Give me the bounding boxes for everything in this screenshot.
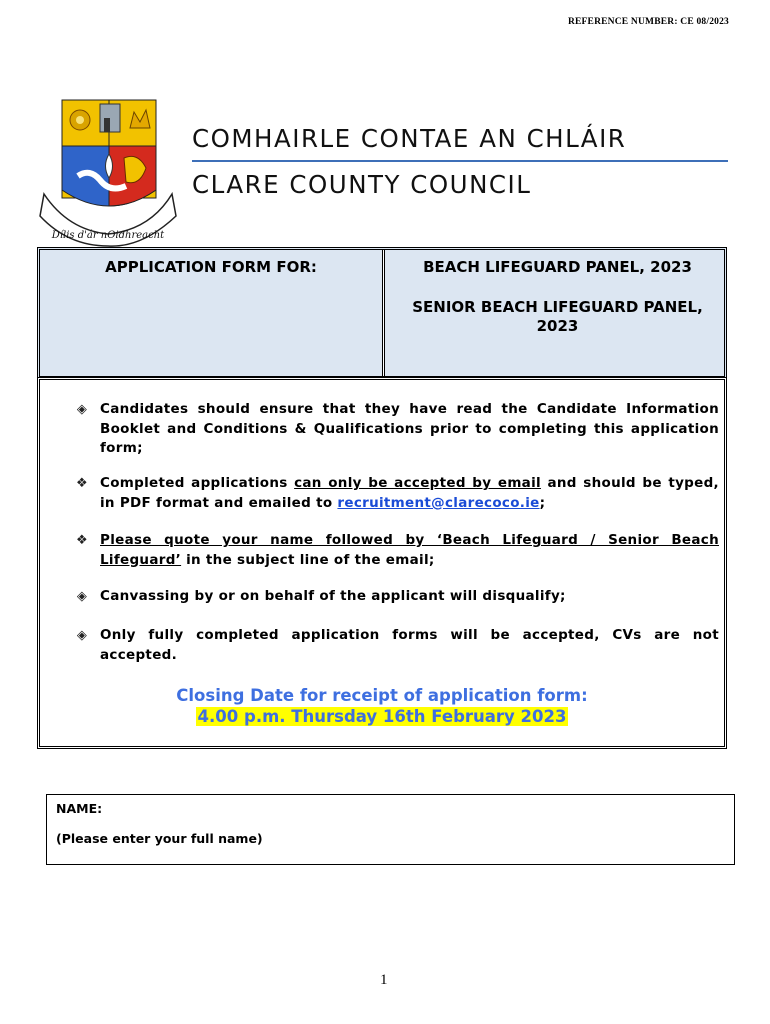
closing-date: [40, 685, 724, 727]
bullet-text: in the subject line of the email;: [181, 551, 435, 568]
star-bullet-icon: ❖: [76, 476, 88, 491]
closing-date-label: Closing Date for receipt of application form:: [176, 686, 588, 705]
bullet-text: Completed applications: [100, 475, 295, 491]
name-label: NAME:: [56, 801, 103, 816]
bullet-text: Candidates should ensure that they have read the Candidate Information Booklet and Conditions & Qualifications prior to completing this application form;: [100, 401, 719, 456]
crest-motto: Dílis d'ár nOidhreacht: [51, 230, 165, 241]
diamond-bullet-icon: ◈: [76, 589, 88, 604]
bullet-text: Canvassing by or on behalf of the applicant will disqualify;: [100, 588, 566, 604]
star-bullet-icon: ❖: [76, 533, 88, 548]
panel-titles: [390, 258, 725, 337]
list-item: [74, 400, 719, 459]
instructions-box: [37, 377, 727, 749]
name-field[interactable]: [46, 794, 735, 865]
panel-title-1: BEACH LIFEGUARD PANEL, 2023: [423, 258, 692, 276]
page-number: 1: [380, 972, 388, 988]
council-name-english: CLARE COUNTY COUNCIL: [192, 170, 532, 199]
list-item: [74, 626, 719, 665]
diamond-bullet-icon: ◈: [76, 628, 88, 643]
closing-date-value: 4.00 p.m. Thursday 16th February 2023: [197, 707, 567, 726]
title-divider: [382, 250, 385, 376]
form-title-box: [37, 247, 727, 379]
list-item: [74, 587, 719, 607]
recruitment-email-link[interactable]: recruitment@clarecoco.ie: [337, 494, 540, 511]
council-divider: [192, 160, 728, 162]
county-crest-logo: [38, 98, 178, 248]
subject-line-note: Please quote your name followed by ‘Beach Lifeguard / Senior Beach Lifeguard’: [100, 532, 719, 568]
crest-shield: [62, 100, 156, 206]
name-hint: (Please enter your full name): [56, 831, 263, 846]
bullet-text: Only fully completed application forms will be accepted, CVs are not accepted.: [100, 627, 719, 663]
list-item: ❖ Completed applications can only be accepted by email and should be typed, in PDF format and emailed to recruitment@clarecoco.ie;: [74, 474, 719, 513]
panel-title-2: SENIOR BEACH LIFEGUARD PANEL, 2023: [412, 297, 703, 335]
email-only-note: can only be accepted by email: [294, 475, 541, 491]
list-item: [74, 531, 719, 570]
bullet-text: and should be typed, in PDF format and emailed to: [100, 475, 719, 511]
reference-number: REFERENCE NUMBER: CE 08/2023: [567, 17, 729, 27]
council-name-irish: COMHAIRLE CONTAE AN CHLÁIR: [192, 124, 627, 153]
diamond-bullet-icon: ◈: [76, 402, 88, 417]
application-form-label: APPLICATION FORM FOR:: [105, 258, 317, 276]
